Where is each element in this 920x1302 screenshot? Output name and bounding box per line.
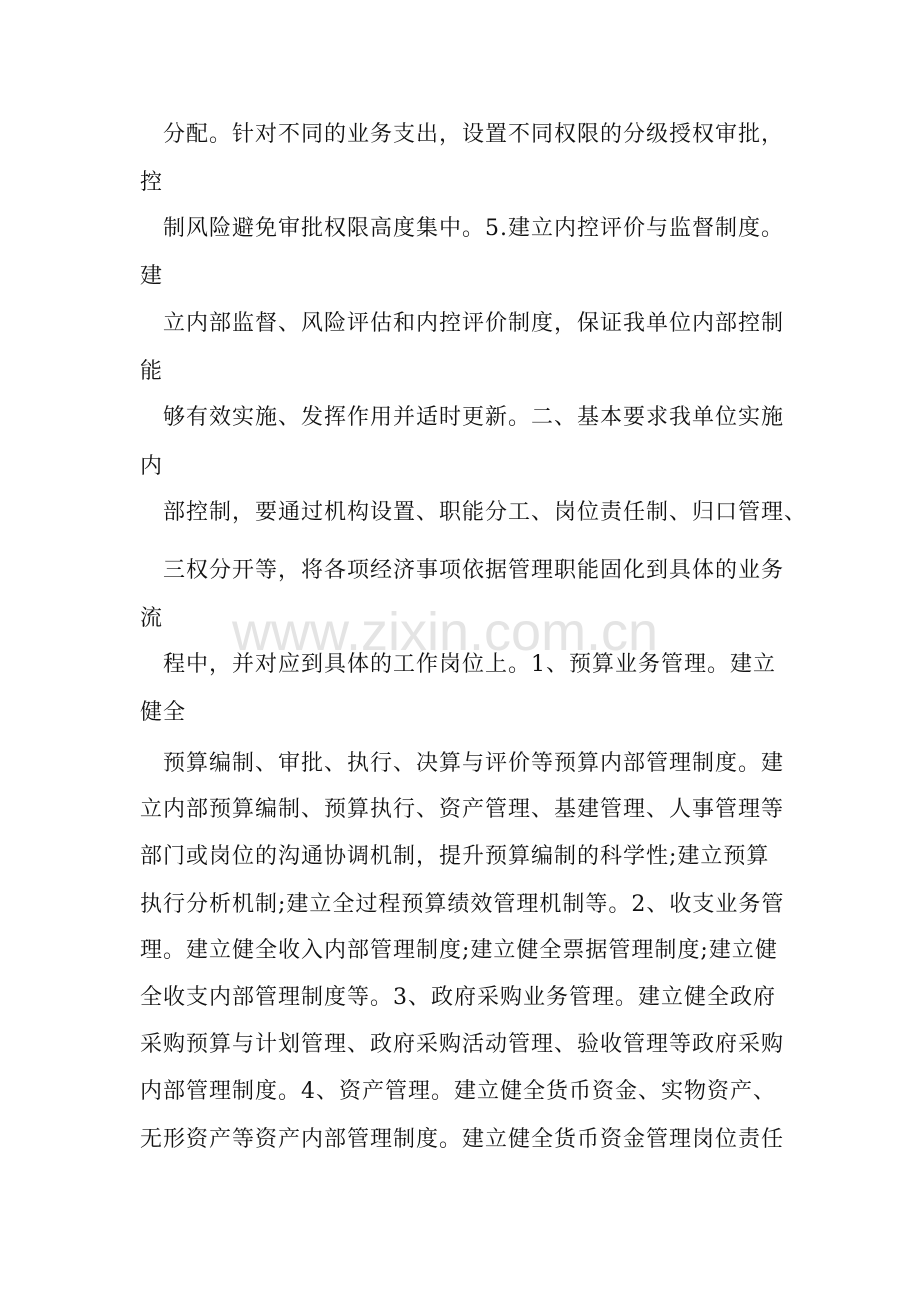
text-line: 采购预算与计划管理、政府采购活动管理、验收管理等政府采购	[140, 1032, 785, 1057]
text-line: 立内部监督、风险评估和内控评价制度，保证我单位内部控制	[163, 311, 785, 336]
text-line: 制风险避免审批权限高度集中。5.建立内控评价与监督制度。	[163, 216, 784, 241]
text-line: 流	[140, 606, 164, 631]
text-line: 部控制，要通过机构设置、职能分工、岗位责任制、归口管理、	[163, 500, 808, 525]
text-line: 分配。针对不同的业务支出，设置不同权限的分级授权审批，	[163, 122, 785, 147]
text-line: 执行分析机制;建立全过程预算绩效管理机制等。2、收支业务管	[140, 892, 785, 917]
text-line: 无形资产等资产内部管理制度。建立健全货币资金管理岗位责任	[140, 1127, 785, 1152]
text-line: 部门或岗位的沟通协调机制，提升预算编制的科学性;建立预算	[140, 844, 770, 869]
text-line: 全收支内部管理制度等。3、政府采购业务管理。建立健全政府	[140, 985, 776, 1010]
text-line: 三权分开等，将各项经济事项依据管理职能固化到具体的业务	[163, 558, 785, 583]
text-line: 内部管理制度。4、资产管理。建立健全货币资金、实物资产、	[140, 1079, 776, 1104]
text-line: 立内部预算编制、预算执行、资产管理、基建管理、人事管理等	[140, 797, 785, 822]
text-line: 健全	[140, 700, 187, 725]
text-line: 能	[140, 359, 164, 384]
text-line: 理。建立健全收入内部管理制度;建立健全票据管理制度;建立健	[140, 938, 778, 963]
text-line: 预算编制、审批、执行、决算与评价等预算内部管理制度。建	[163, 751, 785, 776]
text-line: 够有效实施、发挥作用并适时更新。二、基本要求我单位实施	[163, 405, 785, 430]
text-line: 建	[140, 264, 164, 289]
text-line: 程中，并对应到具体的工作岗位上。1、预算业务管理。建立	[163, 652, 776, 677]
watermark: www.zixin.com.cn	[232, 602, 659, 662]
text-line: 内	[140, 454, 164, 479]
text-line: 控	[140, 170, 164, 195]
